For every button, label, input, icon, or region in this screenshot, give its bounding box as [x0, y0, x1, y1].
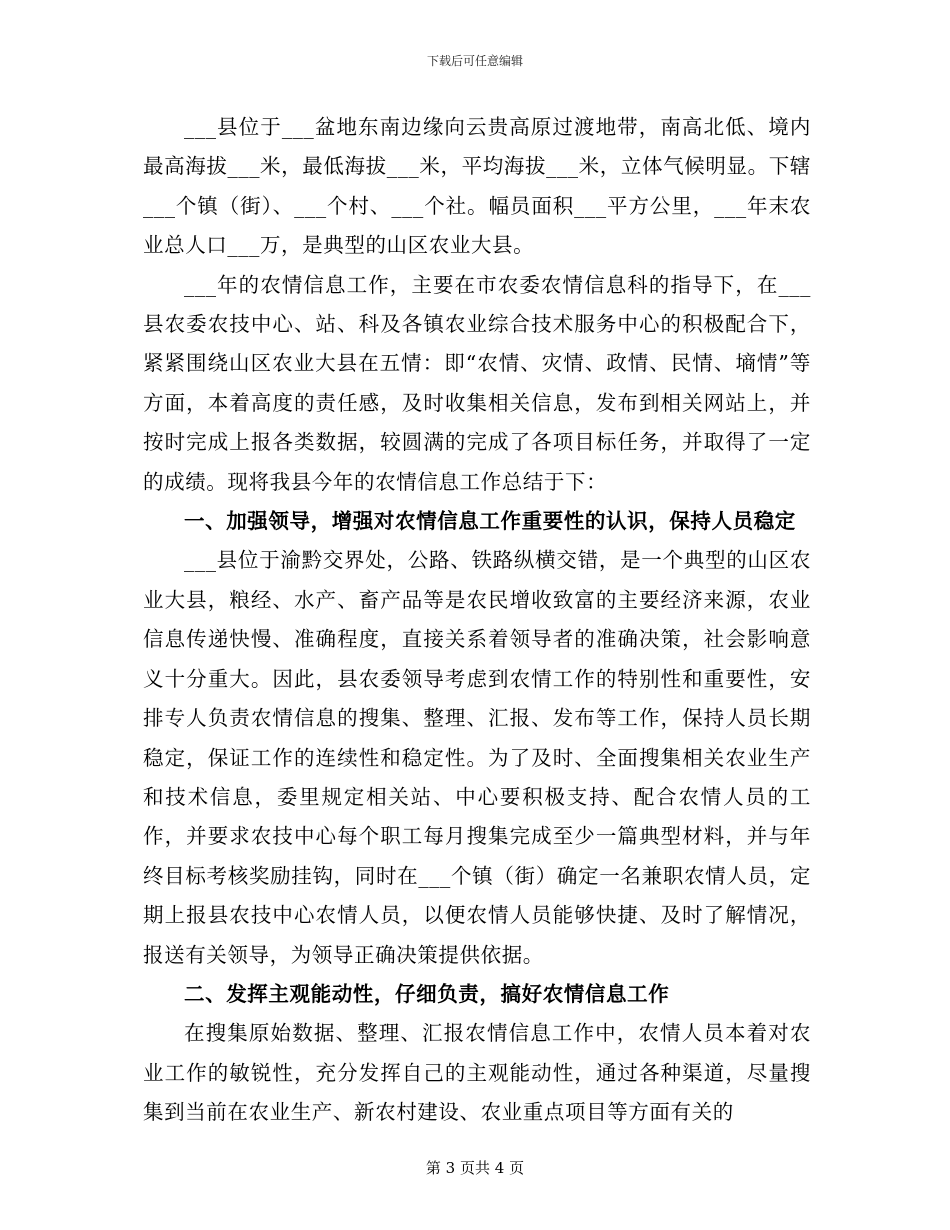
section-heading-2: 二、发挥主观能动性，仔细负责，搞好农情信息工作 — [184, 981, 670, 1006]
section-heading-1: 一、加强领导，增强对农情信息工作重要性的认识，保持人员稳定 — [184, 509, 796, 534]
paragraph-initiative: 在搜集原始数据、整理、汇报农情信息工作中，农情人员本着对农业工作的敏锐性，充分发挥自己的主观能动性，通过各种渠道，尽量搜集到当前在农业生产、新农村建设、农业重点项目等方面有关的 — [143, 1021, 811, 1125]
page-footer: 第 3 页共 4 页 — [425, 1159, 525, 1177]
paragraph-county-overview: ___县位于___盆地东南边缘向云贵高原过渡地带，南高北低、境内最高海拔___米，最低海拔___米，平均海拔___米，立体气候明显。下辖___个镇（街）、___个村、___个社。幅员面积___平方公里，___年末农业总人口___万，是典型的山区农业大县。 — [143, 115, 811, 258]
page-header: 下载后可任意编辑 — [426, 54, 523, 68]
paragraph-leadership: ___县位于渝黔交界处，公路、铁路纵横交错，是一个典型的山区农业大县，粮经、水产、畜产品等是农民增收致富的主要经济来源，农业信息传递快慢、准确程度，直接关系着领导者的准确决策，社会影响意义十分重大。因此，县农委领导考虑到农情工作的特别性和重要性，安排专人负责农情信息的搜集、整理、汇报、发布等工作，保持人员长期稳定，保证工作的连续性和稳定性。为了及时、全面搜集相关农业生产和技术信息，委里规定相关站、中心要积极支持、配合农情人员的工作，并要求农技中心每个职工每月搜集完成至少一篇典型材料，并与年终目标考核奖励挂钩，同时在___个镇（街）确定一名兼职农情人员，定期上报县农技中心农情人员，以便农情人员能够快捷、及时了解情况，报送有关领导，为领导正确决策提供依据。 — [143, 548, 811, 967]
document-body — [143, 108, 811, 1133]
paragraph-work-summary: ___年的农情信息工作，主要在市农委农情信息科的指导下，在___县农委农技中心、站、科及各镇农业综合技术服务中心的积极配合下，紧紧围绕山区农业大县在五情：即“农情、灾情、政情、民情、墒情”等方面，本着高度的责任感，及时收集相关信息，发布到相关网站上，并按时完成上报各类数据，较圆满的完成了各项目标任务，并取得了一定的成绩。现将我县今年的农情信息工作总结于下： — [143, 272, 811, 494]
